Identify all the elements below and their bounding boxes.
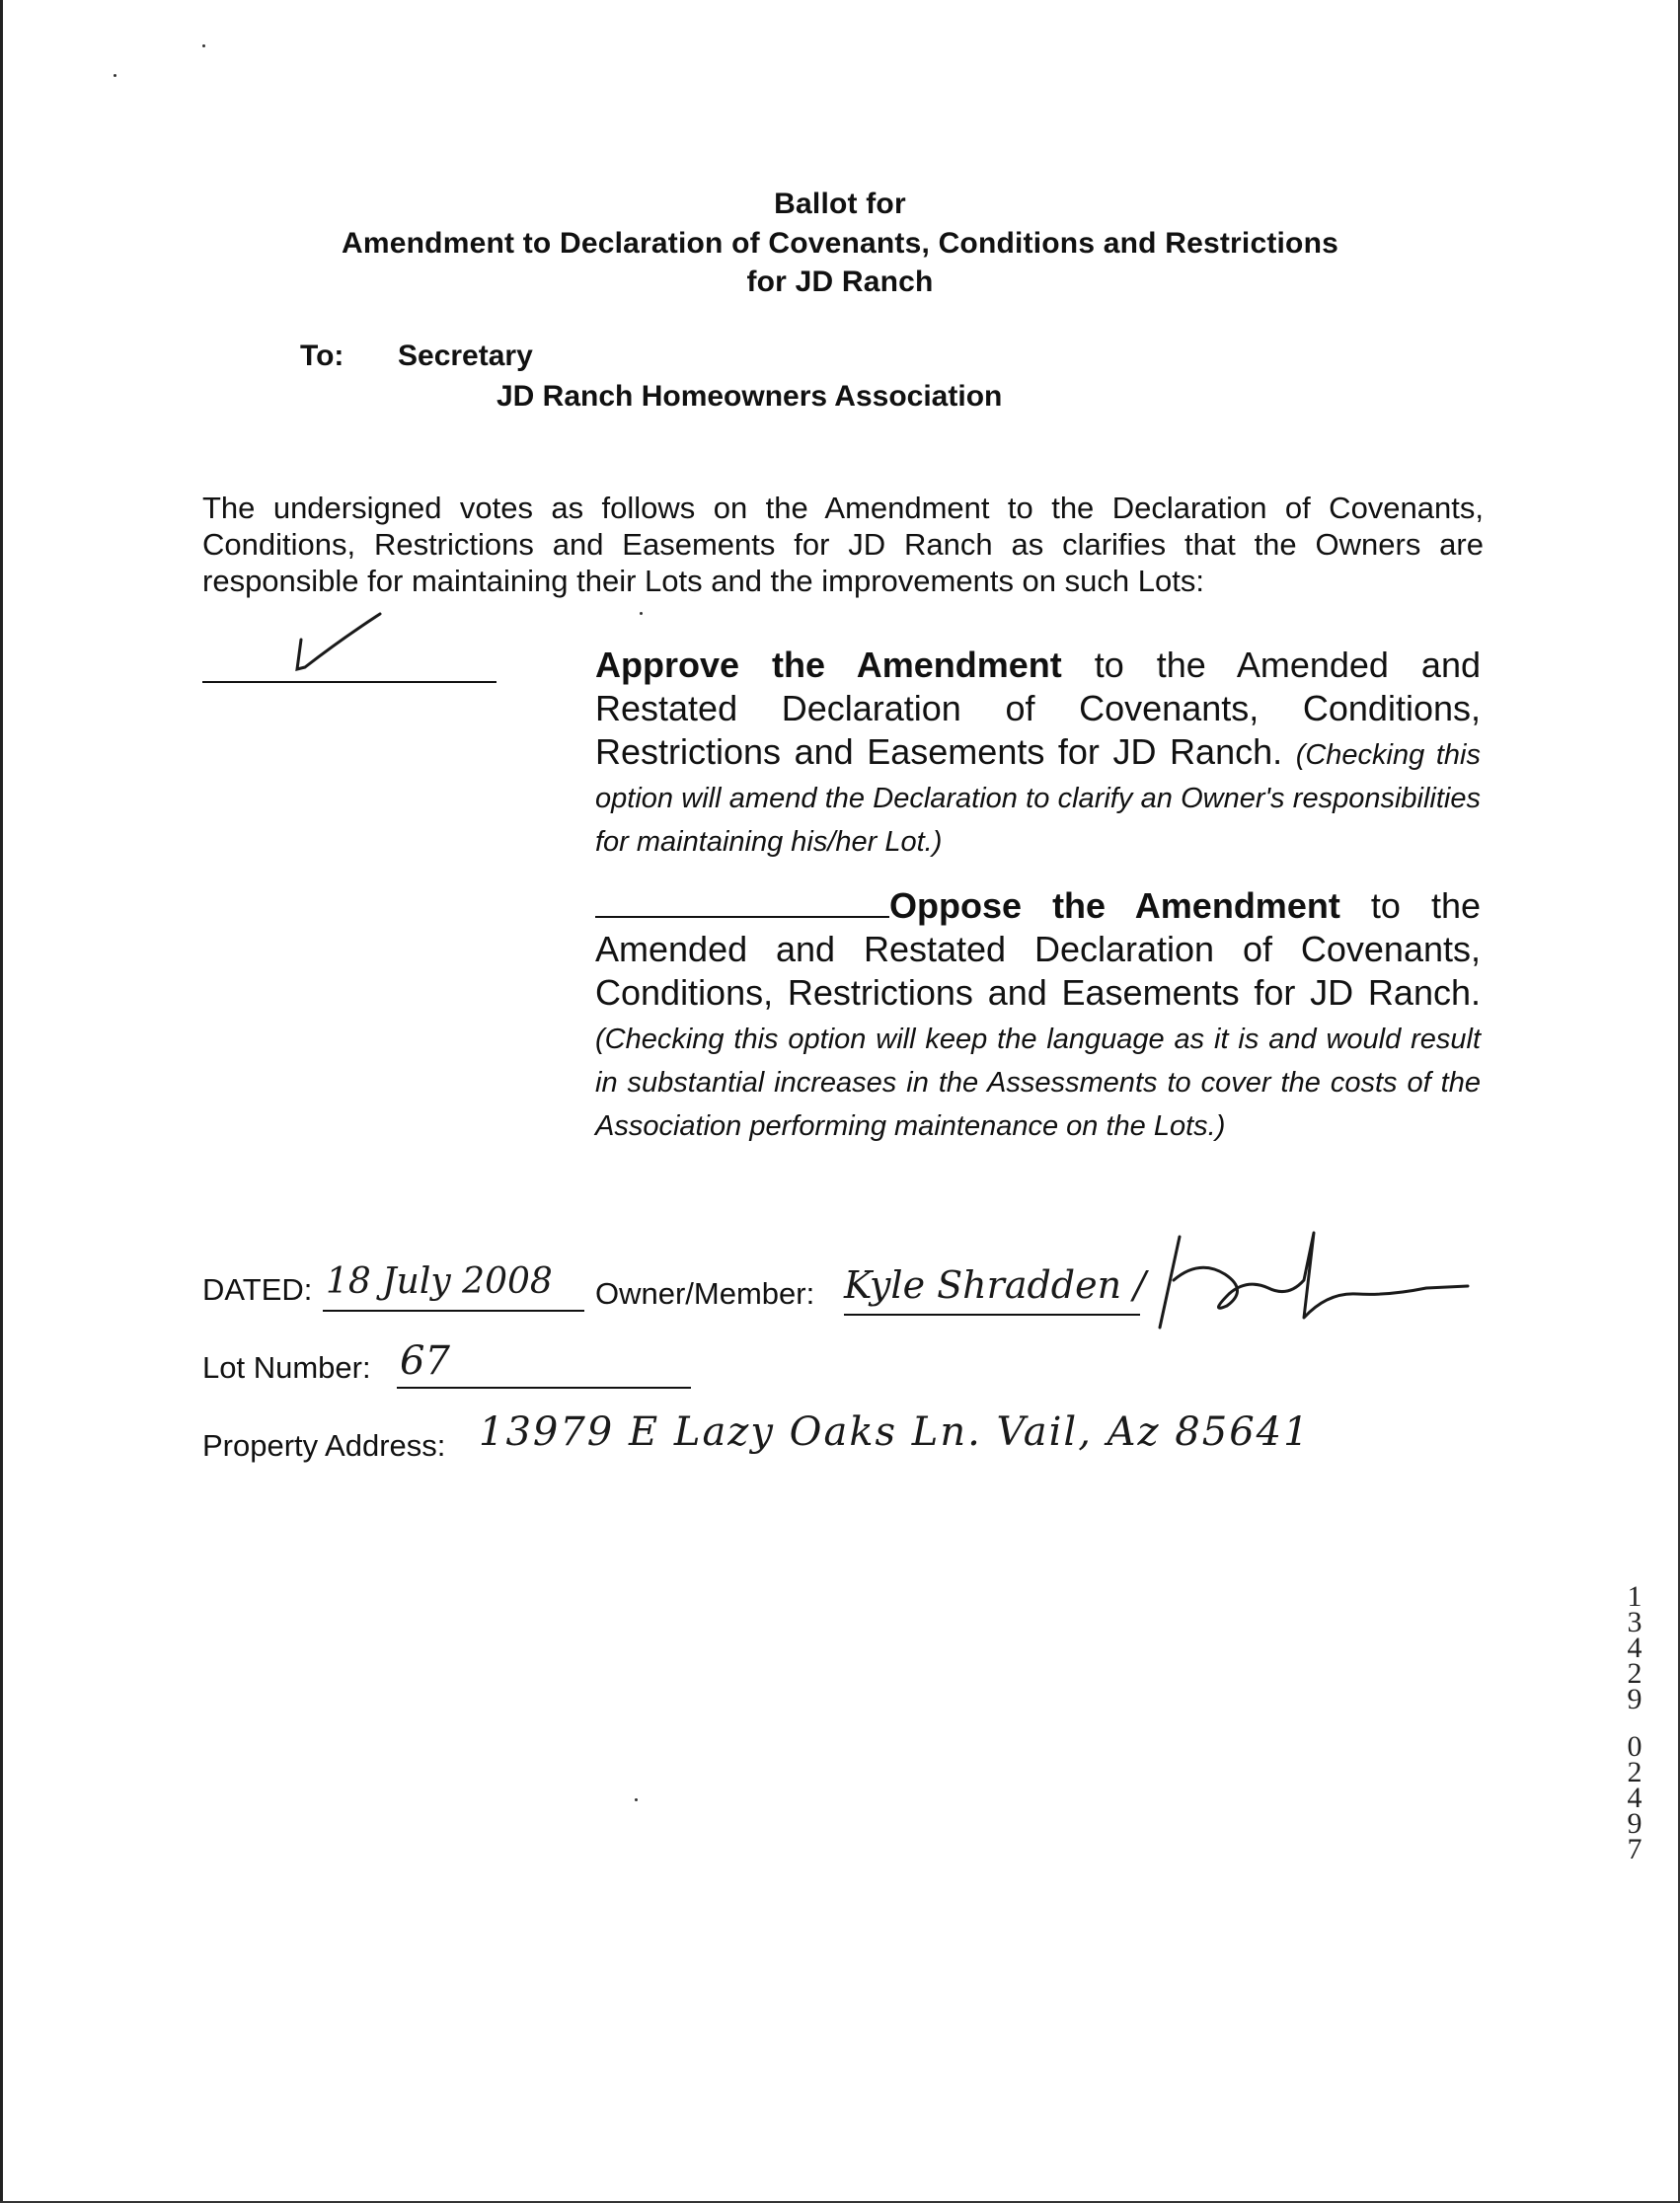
stamp-digit: 7 — [1627, 1833, 1642, 1865]
scan-speck — [640, 612, 643, 615]
scan-speck — [635, 1798, 638, 1801]
dated-value[interactable]: 18 July 2008 — [326, 1261, 553, 1302]
intro-paragraph: The undersigned votes as follows on the Amendment to the Declaration of Covenants, Conditions, Restrictions and Easements for JD Ranch as clarifies that the Owners are responsible for maintaining their Lots and the improvements on such Lots: — [202, 491, 1484, 598]
oppose-text: to the Amended and Restated Declaration of Covenants, Conditions, Restrictions and Easements for JD Ranch. — [595, 885, 1481, 1013]
scan-speck — [202, 44, 205, 47]
recipient-title: Secretary — [398, 340, 533, 372]
lot-label: Lot Number: — [202, 1350, 371, 1385]
owner-underline — [844, 1314, 1140, 1316]
stamp-digit: 9 — [1627, 1683, 1642, 1715]
scan-speck — [114, 74, 116, 77]
oppose-checkline[interactable] — [595, 886, 889, 918]
approve-check-mark-icon — [291, 610, 390, 677]
lot-value[interactable]: 67 — [400, 1338, 450, 1384]
oppose-option — [595, 884, 1481, 1145]
bates-stamp — [1615, 1580, 1654, 1865]
stamp-digit: 1 — [1627, 1580, 1642, 1613]
scan-edge-left — [0, 0, 3, 2203]
stamp-digit: 9 — [1627, 1807, 1642, 1840]
lot-underline — [397, 1387, 691, 1389]
stamp-digit: 0 — [1627, 1730, 1642, 1763]
approve-checkline[interactable] — [202, 681, 496, 683]
stamp-digit: 2 — [1627, 1657, 1642, 1690]
title-line-3: for JD Ranch — [746, 266, 934, 298]
approve-heading: Approve the Amendment — [595, 645, 1062, 685]
signature-icon — [1130, 1219, 1471, 1337]
to-label: To: — [300, 340, 344, 372]
stamp-digit: 4 — [1627, 1782, 1642, 1814]
dated-underline — [323, 1310, 584, 1312]
owner-value[interactable]: Kyle Shradden / — [844, 1263, 1146, 1307]
stamp-digit: 2 — [1627, 1756, 1642, 1788]
oppose-note: (Checking this option will keep the language as it is and would result in substantial increases in the Assessments to cover the costs of the Association performing maintenance on the Lots.) — [595, 1024, 1481, 1142]
address-value[interactable]: 13979 E Lazy Oaks Ln. Vail, Az 85641 — [479, 1409, 1311, 1455]
title-line-1: Ballot for — [774, 188, 906, 220]
title-line-2: Amendment to Declaration of Covenants, Conditions and Restrictions — [342, 227, 1338, 260]
stamp-digit: 3 — [1627, 1606, 1642, 1638]
owner-label: Owner/Member: — [595, 1276, 815, 1311]
address-label: Property Address: — [202, 1428, 446, 1463]
recipient-organization: JD Ranch Homeowners Association — [496, 380, 1003, 413]
approve-note: (Checking this option will amend the Declaration to clarify an Owner's responsibilities for maintaining his/her Lot.) — [595, 739, 1481, 858]
oppose-heading: Oppose the Amendment — [889, 885, 1340, 926]
approve-option — [595, 644, 1481, 861]
approve-text: to the Amended and Restated Declaration of Covenants, Conditions, Restrictions and Easements for JD Ranch. — [595, 645, 1481, 772]
stamp-digit: 4 — [1627, 1632, 1642, 1664]
dated-label: DATED: — [202, 1272, 313, 1307]
